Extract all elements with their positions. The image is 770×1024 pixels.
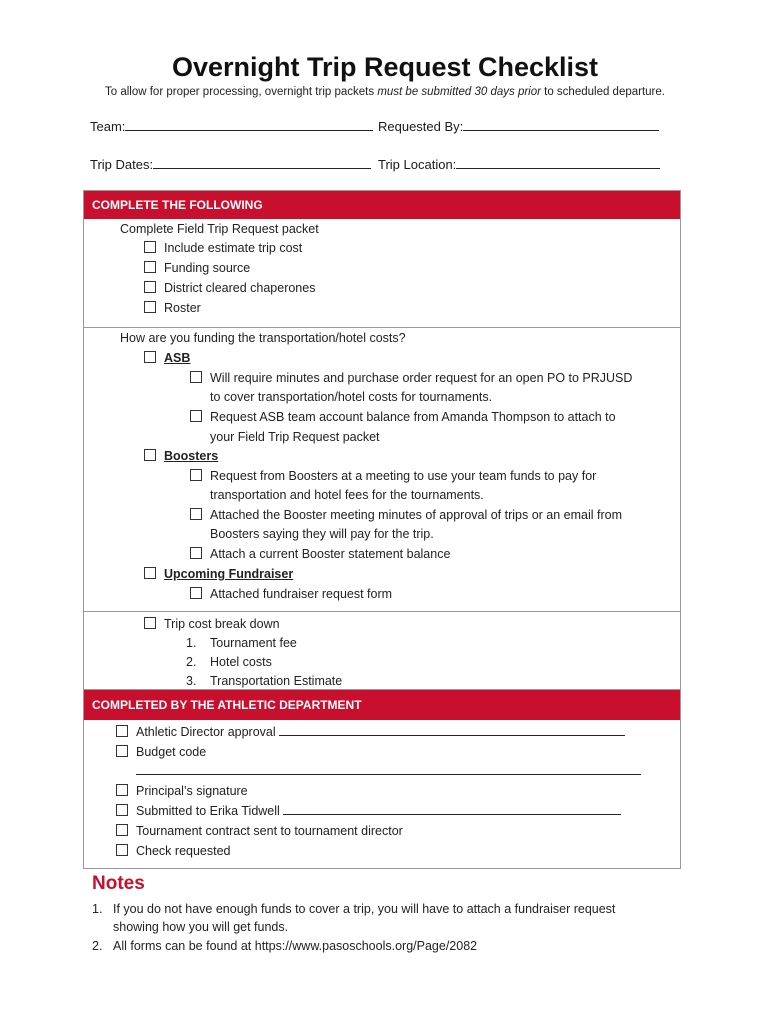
item-label: District cleared chaperones [164, 281, 316, 295]
checkbox[interactable] [116, 824, 128, 836]
checkbox[interactable] [190, 469, 202, 481]
checkbox[interactable] [144, 241, 156, 253]
checkbox[interactable] [116, 725, 128, 737]
section-header-complete: COMPLETE THE FOLLOWING [84, 191, 680, 219]
item-label-continued: your Field Trip Request packet [210, 430, 380, 444]
checkbox[interactable] [144, 567, 156, 579]
notes-title: Notes [92, 873, 145, 894]
boosters-option[interactable] [144, 447, 218, 466]
item-label: Roster [164, 301, 201, 315]
checkbox[interactable] [190, 508, 202, 520]
breakdown-option[interactable] [144, 615, 280, 634]
item-label: Check requested [136, 844, 231, 858]
checklist-item[interactable] [144, 239, 302, 258]
team-field[interactable] [90, 118, 373, 134]
asb-label: ASB [164, 351, 191, 365]
note-text: All forms can be found at https://www.pasoschools.org/Page/2082 [113, 939, 478, 953]
section-header-athletic: COMPLETED BY THE ATHLETIC DEPARTMENT [84, 690, 680, 720]
subtitle-deadline: must be submitted 30 days prior [377, 86, 541, 98]
list-text: Tournament fee [210, 636, 297, 650]
contract-item[interactable] [116, 822, 403, 841]
trip-dates-label: Trip Dates: [90, 157, 154, 172]
list-number: 1. [186, 636, 197, 650]
breakdown-label: Trip cost break down [164, 617, 280, 631]
complete-following-panel [83, 190, 681, 690]
fundraiser-option[interactable] [144, 565, 293, 584]
checkbox[interactable] [190, 371, 202, 383]
ad-approval-line[interactable] [279, 724, 625, 736]
note-item [92, 937, 692, 955]
note-item [92, 900, 692, 936]
ad-approval-item[interactable] [116, 723, 625, 742]
requested-by-field[interactable] [378, 118, 659, 134]
breakdown-section [84, 611, 680, 690]
item-label-continued: transportation and hotel fees for the tournaments. [210, 488, 484, 502]
list-text: Hotel costs [210, 655, 272, 669]
submitted-item[interactable] [116, 802, 621, 821]
checkbox[interactable] [190, 410, 202, 422]
checklist-item[interactable] [190, 545, 450, 564]
principal-signature-item[interactable] [116, 782, 248, 801]
checklist-item[interactable] [190, 467, 596, 486]
item-label: Athletic Director approval [136, 725, 276, 739]
budget-code-item[interactable] [116, 743, 206, 762]
asb-option[interactable] [144, 349, 190, 368]
funding-section [84, 327, 680, 611]
trip-location-label: Trip Location: [378, 157, 457, 172]
boosters-label: Boosters [164, 449, 219, 463]
checkbox[interactable] [144, 281, 156, 293]
checklist-item[interactable] [144, 279, 315, 298]
checklist-item[interactable] [190, 585, 392, 604]
list-text: Transportation Estimate [210, 674, 343, 688]
item-label: Request ASB team account balance from Amanda Thompson to attach to [210, 410, 616, 424]
subtitle [0, 86, 770, 98]
budget-code-line-row[interactable] [136, 762, 641, 781]
budget-code-line[interactable] [136, 763, 641, 775]
subtitle-text-end: to scheduled departure. [540, 86, 665, 98]
checkbox[interactable] [116, 844, 128, 856]
check-requested-item[interactable] [116, 842, 231, 861]
checklist-item[interactable] [190, 408, 616, 427]
subtitle-text: To allow for proper processing, overnight trip packets [105, 86, 378, 98]
item-label: Attached fundraiser request form [210, 587, 393, 601]
checklist-item[interactable] [190, 506, 622, 525]
team-label: Team: [90, 119, 126, 134]
item-label: Principal’s signature [136, 784, 248, 798]
item-label: Attach a current Booster statement balance [210, 547, 451, 561]
item-label: Funding source [164, 261, 251, 275]
item-label: Budget code [136, 745, 207, 759]
fundraiser-label: Upcoming Fundraiser [164, 567, 294, 581]
item-label: Include estimate trip cost [164, 241, 303, 255]
item-label: Will require minutes and purchase order request for an open PO to PRJUSD [210, 371, 633, 385]
checkbox[interactable] [144, 261, 156, 273]
trip-dates-field[interactable] [90, 156, 371, 172]
checkbox[interactable] [116, 784, 128, 796]
packet-label: Complete Field Trip Request packet [120, 222, 319, 236]
note-number: 1. [92, 902, 103, 916]
team-input-line[interactable] [125, 118, 373, 131]
trip-dates-input-line[interactable] [153, 156, 371, 169]
item-label: Attached the Booster meeting minutes of approval of trips or an email from [210, 508, 623, 522]
checklist-item[interactable] [144, 259, 250, 278]
list-number: 2. [186, 655, 197, 669]
requested-by-label: Requested By: [378, 119, 464, 134]
checklist-item[interactable] [144, 299, 201, 318]
athletic-section [84, 720, 680, 868]
note-text: If you do not have enough funds to cover a trip, you will have to attach a fundraiser request [113, 902, 616, 916]
item-label: Submitted to Erika Tidwell [136, 804, 280, 818]
checkbox[interactable] [190, 547, 202, 559]
item-label-continued: to cover transportation/hotel costs for tournaments. [210, 390, 493, 404]
item-label: Tournament contract sent to tournament director [136, 824, 403, 838]
note-text-continued: showing how you will get funds. [113, 920, 289, 934]
checkbox[interactable] [190, 587, 202, 599]
packet-section [84, 219, 680, 327]
checkbox[interactable] [144, 617, 156, 629]
trip-location-input-line[interactable] [456, 156, 660, 169]
item-label-continued: Boosters saying they will pay for the trip. [210, 527, 434, 541]
item-label: Request from Boosters at a meeting to use your team funds to pay for [210, 469, 597, 483]
checklist-item[interactable] [190, 369, 632, 388]
note-number: 2. [92, 939, 103, 953]
list-number: 3. [186, 674, 197, 688]
checkbox[interactable] [144, 351, 156, 363]
submitted-line[interactable] [283, 803, 621, 815]
funding-question: How are you funding the transportation/hotel costs? [120, 331, 406, 345]
list-item [186, 634, 297, 653]
requested-by-input-line[interactable] [463, 118, 659, 131]
checkbox[interactable] [144, 301, 156, 313]
trip-location-field[interactable] [378, 156, 660, 172]
athletic-department-panel [83, 689, 681, 869]
checkbox[interactable] [144, 449, 156, 461]
checkbox[interactable] [116, 745, 128, 757]
list-item [186, 653, 272, 672]
page-title: Overnight Trip Request Checklist [171, 52, 599, 82]
checkbox[interactable] [116, 804, 128, 816]
